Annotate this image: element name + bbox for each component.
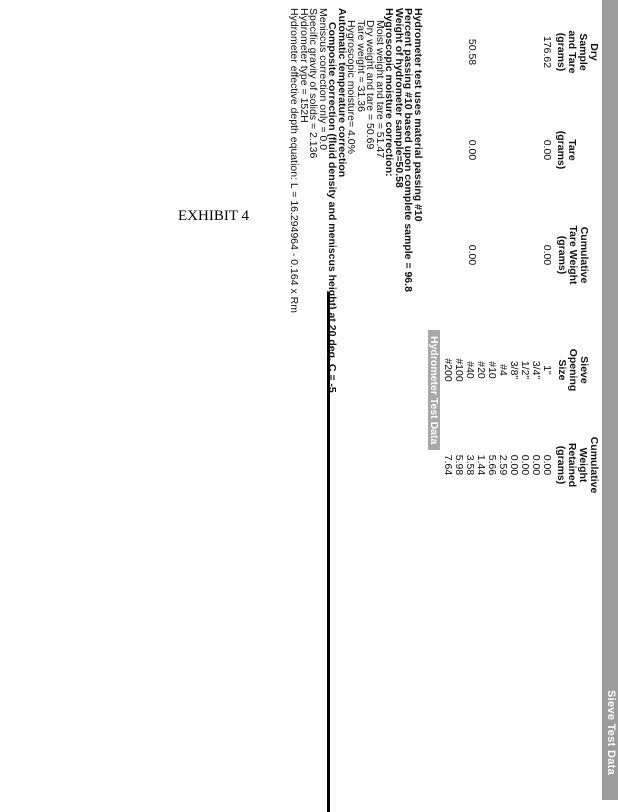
note-line: Specific gravity of solids = 2.136 [307, 8, 320, 159]
sieve-size: #200 [442, 358, 454, 382]
sieve-retained: 7.64 [442, 454, 454, 476]
note-line: Moist weight and tare = 51.47 [374, 20, 386, 159]
note-line: Hydrometer type = 152H [298, 8, 310, 123]
sieve-retained-header: (grams) [555, 445, 567, 485]
sieve-size: 3/4" [530, 360, 542, 380]
dry-header: Sample [577, 33, 589, 71]
sieve-size: 1" [541, 365, 553, 375]
sieve-retained: 1.44 [475, 454, 487, 476]
sieve-size: #100 [453, 358, 465, 382]
sieve-retained: 5.98 [453, 454, 465, 476]
note-line: Automatic temperature correction [336, 8, 348, 178]
sieve-opening-header: Opening [567, 348, 579, 392]
sieve-size: #20 [475, 361, 487, 379]
sieve-retained-header: Cumulative [588, 436, 600, 494]
sieve-retained: 3.58 [464, 454, 476, 476]
sieve-retained-header: Retained [566, 442, 578, 488]
note-line: Hydrometer effective depth equation: L = 16.294964 - 0.164 x Rm [288, 8, 301, 313]
sieve-retained: 0.00 [530, 454, 542, 476]
dry-header: Dry [588, 43, 600, 61]
sieve-retained: 0.00 [519, 454, 531, 476]
hydrometer-header-title: Hydrometer Test Data [428, 330, 440, 450]
sieve-retained: 0.00 [541, 454, 553, 476]
tare-value: 0.00 [541, 139, 553, 161]
rotated-sheet [280, 0, 618, 800]
dry-header: and Tare [566, 30, 578, 74]
sieve-opening-header: Size [556, 359, 568, 381]
note-line: Percent passing #10 based upon complete sample = 96.8 [402, 8, 415, 292]
sieve-opening-header: Sieve [578, 356, 590, 384]
sieve-size: #4 [497, 364, 509, 376]
sieve-header-title: Sieve Test Data [605, 690, 617, 776]
dry-value: 176.62 [541, 35, 553, 69]
note-line: Hygroscopic moisture correction: [383, 8, 396, 177]
note-line: Hygroscopic moisture= 4.0% [345, 20, 358, 154]
tare-header: (grams) [555, 130, 567, 170]
sieve-size: #40 [464, 361, 476, 379]
sieve-retained: 0.00 [508, 454, 520, 476]
note-line: Weight of hydrometer sample=50.58 [393, 8, 405, 188]
cum-tare-header: (grams) [556, 235, 568, 275]
sieve-retained-header: Weight [577, 447, 589, 483]
tare-header: Tare [566, 139, 578, 161]
sieve-retained: 2.59 [497, 454, 509, 476]
sieve-size: #10 [486, 361, 498, 379]
note-line: Tare weight = 31.36 [355, 20, 367, 112]
cum-tare-value: 0.00 [466, 244, 478, 266]
cum-tare-value: 0.00 [541, 244, 553, 266]
sieve-header-band [602, 0, 618, 800]
sieve-size: 1/2" [519, 360, 531, 380]
note-line: Dry weight and tare = 50.69 [364, 20, 377, 150]
note-line: Composite correction (fluid density and meniscus height) at 20 deg. C = -5 [326, 22, 339, 393]
cum-tare-header: Cumulative [578, 226, 590, 284]
exhibit-label: EXHIBIT 4 [178, 208, 249, 224]
dry-header: (grams) [555, 32, 567, 72]
note-line: Hydrometer test uses material passing #10 [412, 8, 424, 222]
sieve-size: 3/8" [508, 360, 520, 380]
note-line: Meniscus correction only = 0.0 [317, 8, 329, 151]
dry-value: 50.58 [466, 38, 478, 66]
cum-tare-header: Tare Weight [567, 225, 579, 285]
tare-value: 0.00 [466, 139, 478, 161]
sieve-retained: 5.66 [486, 454, 498, 476]
